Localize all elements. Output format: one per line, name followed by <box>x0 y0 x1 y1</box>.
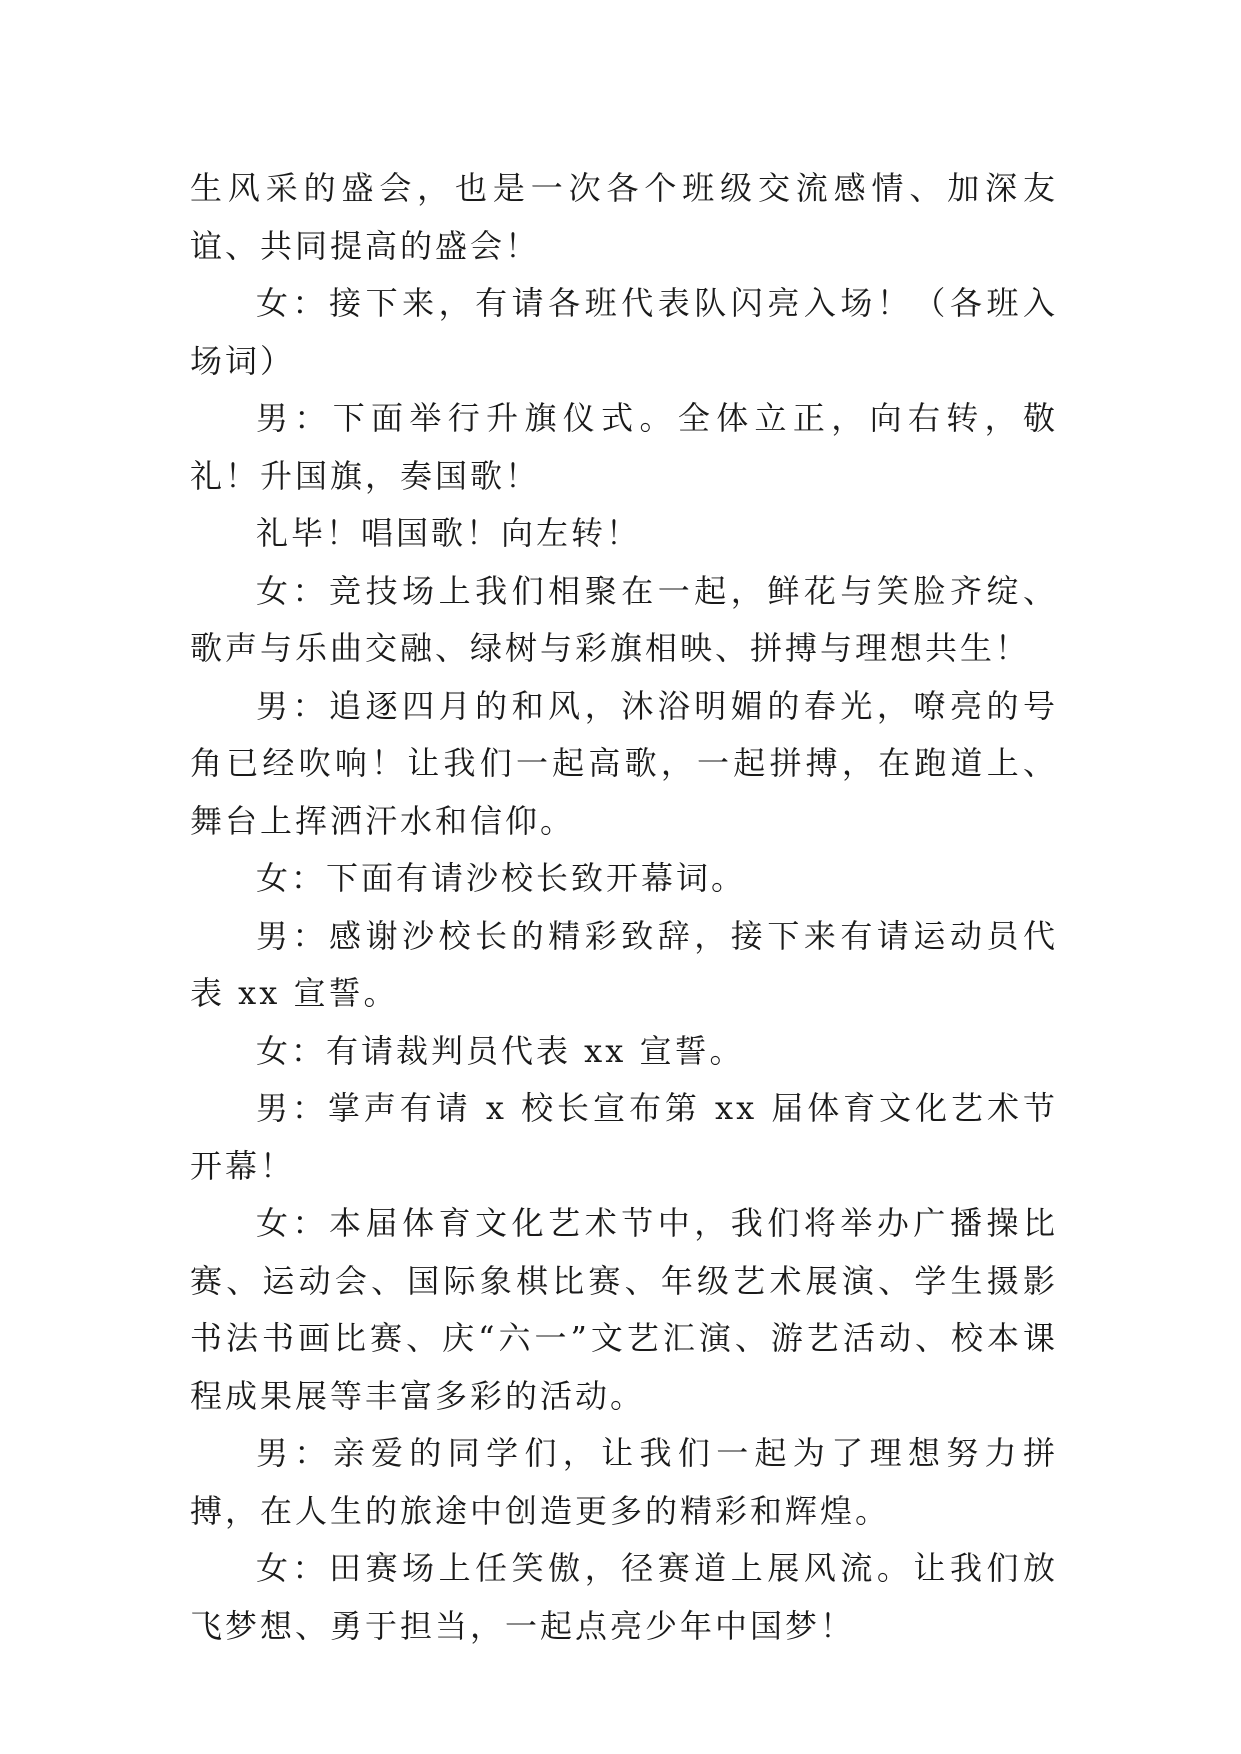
paragraph-7: 女：下面有请沙校长致开幕词。 <box>256 859 747 897</box>
paragraph-6: 男：追逐四月的和风，沐浴明媚的春光，嘹亮的号角已经吹响！让我们一起高歌，一起拼搏，在跑道上、舞台上挥洒汗水和信仰。 <box>190 686 1058 840</box>
paragraph-12: 男：亲爱的同学们，让我们一起为了理想努力拼搏，在人生的旅途中创造更多的精彩和辉煌。 <box>190 1434 1058 1530</box>
paragraph-11: 女：本届体育文化艺术节中，我们将举办广播操比赛、运动会、国际象棋比赛、年级艺术展演、学生摄影书法书画比赛、庆“六一”文艺汇演、游艺活动、校本课程成果展等丰富多彩的活动。 <box>190 1204 1058 1415</box>
paragraph-9: 女：有请裁判员代表 xx 宣誓。 <box>256 1031 745 1070</box>
paragraph-8: 男：感谢沙校长的精彩致辞，接下来有请运动员代表 xx 宣誓。 <box>190 916 1058 1012</box>
paragraph-10: 男：掌声有请 x 校长宣布第 xx 届体育文化艺术节开幕！ <box>190 1089 1058 1185</box>
paragraph-2: 女：接下来，有请各班代表队闪亮入场！（各班入场词） <box>190 284 1058 380</box>
paragraph-1: 生风采的盛会，也是一次各个班级交流感情、加深友谊、共同提高的盛会！ <box>190 169 1058 265</box>
document-body <box>190 160 1058 1655</box>
paragraph-4: 礼毕！唱国歌！向左转！ <box>256 514 642 552</box>
paragraph-5: 女：竞技场上我们相聚在一起，鲜花与笑脸齐绽、歌声与乐曲交融、绿树与彩旗相映、拼搏与理想共生！ <box>190 571 1058 667</box>
paragraph-3: 男：下面举行升旗仪式。全体立正，向右转，敬礼！升国旗，奏国歌！ <box>190 399 1058 495</box>
paragraph-13: 女：田赛场上任笑傲，径赛道上展风流。让我们放飞梦想、勇于担当，一起点亮少年中国梦！ <box>190 1549 1058 1645</box>
